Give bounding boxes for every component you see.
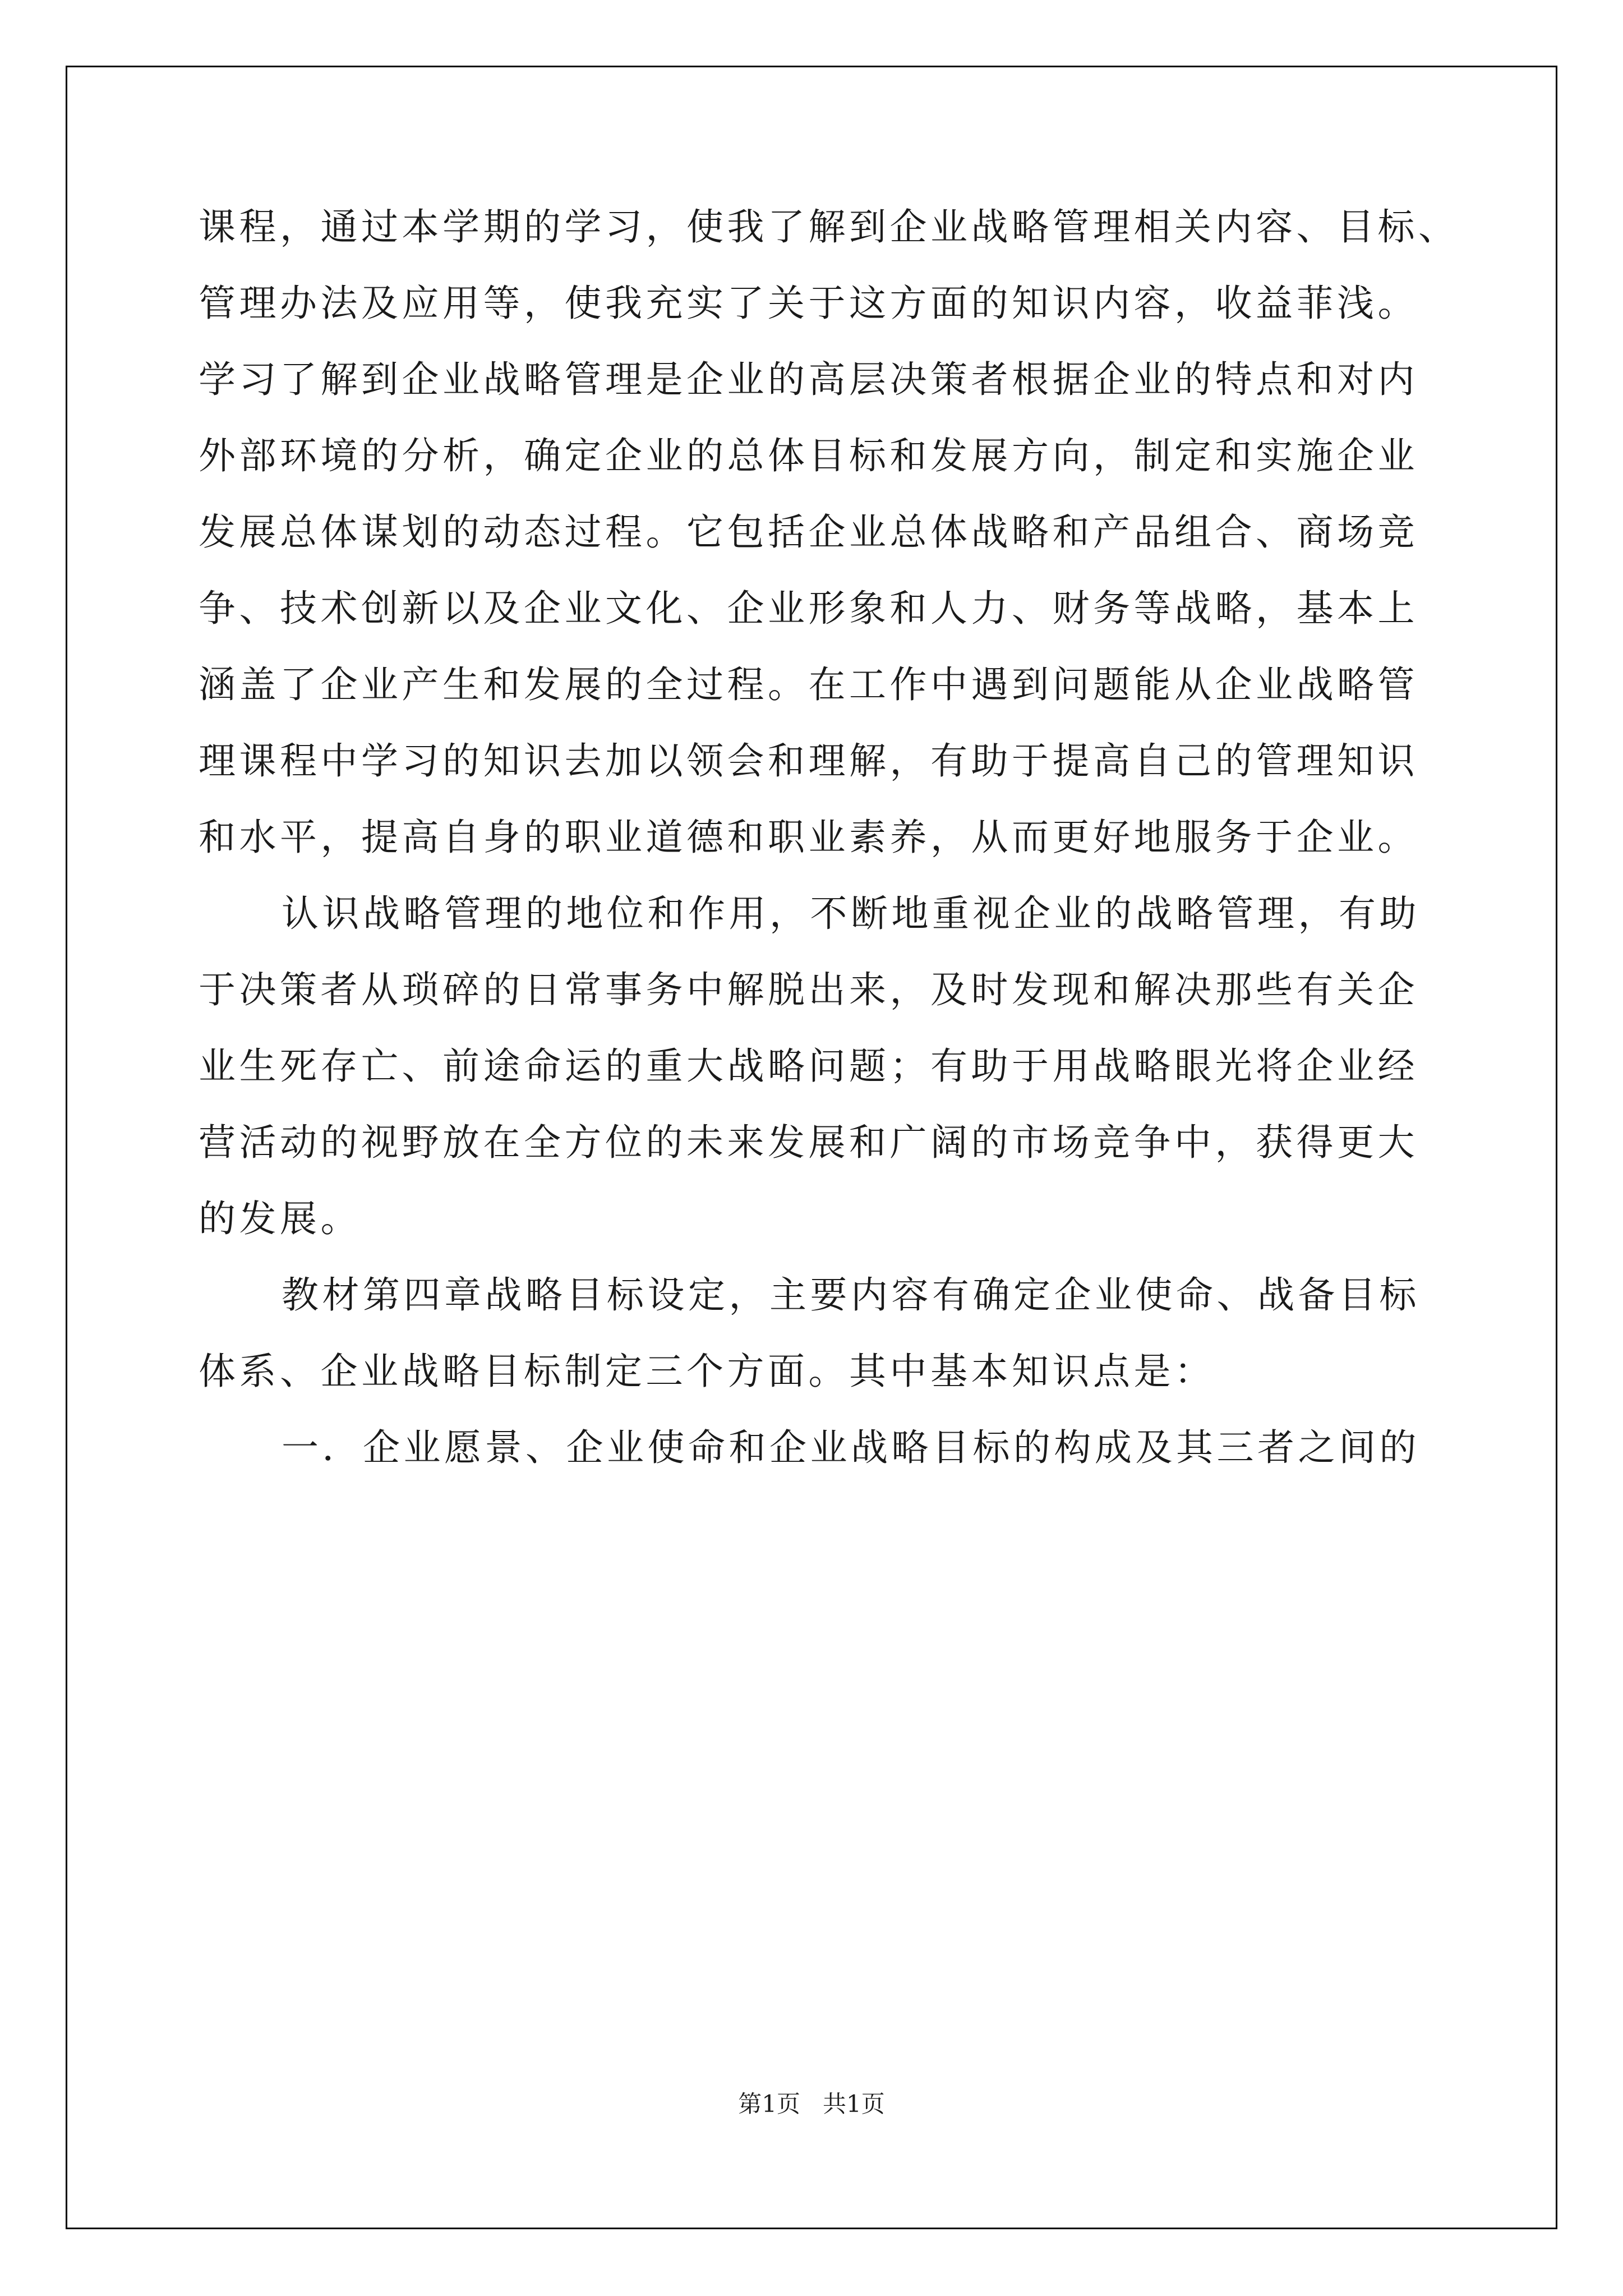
text-line: 课程，通过本学期的学习，使我了解到企业战略管理相关内容、目标、: [199, 205, 1459, 249]
text-line: 业生死存亡、前途命运的重大战略问题；有助于用战略眼光将企业经: [199, 1045, 1418, 1088]
text-line: 发展总体谋划的动态过程。它包括企业总体战略和产品组合、商场竞: [199, 510, 1418, 554]
text-line: 一．企业愿景、企业使命和企业战略目标的构成及其三者之间的: [282, 1426, 1420, 1469]
page-number: 第1页: [738, 2090, 800, 2118]
text-line: 争、技术创新以及企业文化、企业形象和人力、财务等战略，基本上: [199, 587, 1418, 630]
text-line: 的发展。: [199, 1197, 361, 1240]
text-line: 于决策者从琐碎的日常事务中解脱出来，及时发现和解决那些有关企: [199, 968, 1418, 1011]
text-line: 涵盖了企业产生和发展的全过程。在工作中遇到问题能从企业战略管: [199, 663, 1418, 706]
text-line: 和水平，提高自身的职业道德和职业素养，从而更好地服务于企业。: [199, 816, 1418, 859]
page-footer: [0, 2086, 1623, 2119]
text-line: 外部环境的分析，确定企业的总体目标和发展方向，制定和实施企业: [199, 434, 1418, 477]
text-line: 学习了解到企业战略管理是企业的高层决策者根据企业的特点和对内: [199, 358, 1418, 401]
page-total: 共1页: [823, 2090, 885, 2118]
text-line: 管理办法及应用等，使我充实了关于这方面的知识内容，收益菲浅。: [199, 282, 1418, 325]
text-line: 认识战略管理的地位和作用，不断地重视企业的战略管理，有助: [282, 892, 1420, 935]
text-line: 体系、企业战略目标制定三个方面。其中基本知识点是：: [199, 1350, 1215, 1393]
text-line: 教材第四章战略目标设定，主要内容有确定企业使命、战备目标: [282, 1273, 1420, 1317]
text-line: 营活动的视野放在全方位的未来发展和广阔的市场竞争中，获得更大: [199, 1121, 1418, 1164]
text-line: 理课程中学习的知识去加以领会和理解，有助于提高自己的管理知识: [199, 739, 1418, 783]
